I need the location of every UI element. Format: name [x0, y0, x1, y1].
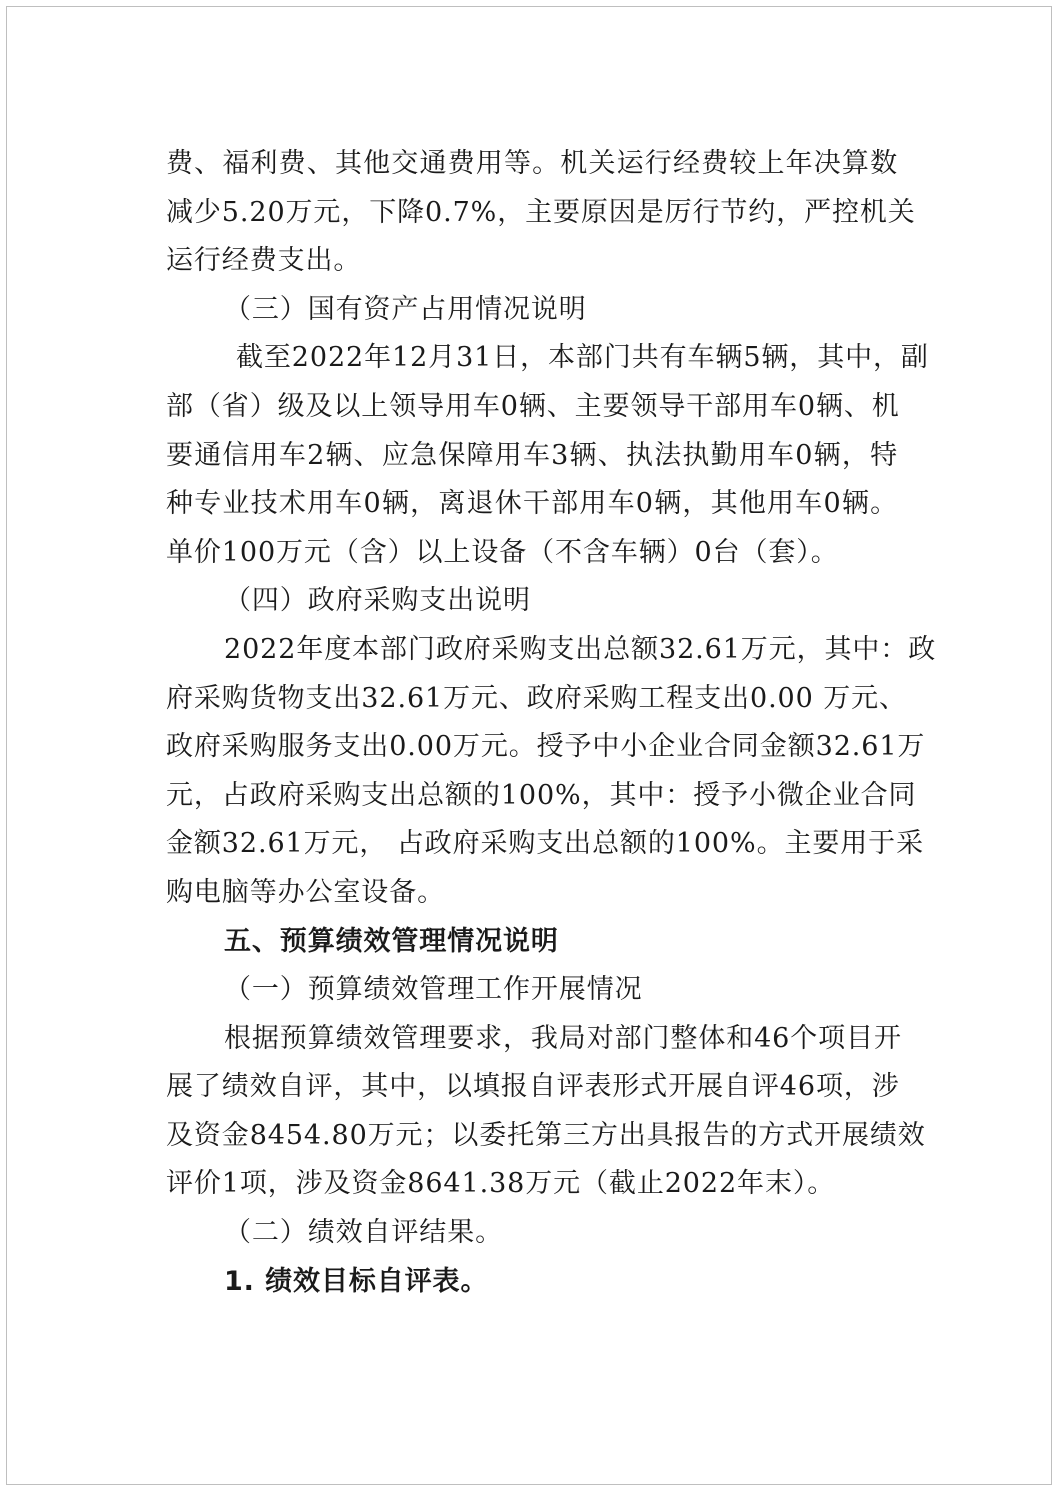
text-line: 运行经费支出。 — [166, 245, 362, 277]
section-heading: （二）绩效自评结果。 — [224, 1217, 503, 1249]
text-line: 政府采购服务支出0.00万元。授予中小企业合同金额32.61万 — [166, 731, 926, 763]
text-line: 元，占政府采购支出总额的100%，其中：授予小微企业合同 — [166, 779, 917, 811]
chapter-heading: 五、预算绩效管理情况说明 — [224, 925, 559, 957]
section-heading: （四）政府采购支出说明 — [224, 585, 531, 617]
text-line: 2022年度本部门政府采购支出总额32.61万元，其中：政 — [224, 633, 937, 665]
text-line: 及资金8454.80万元；以委托第三方出具报告的方式开展绩效 — [166, 1119, 926, 1151]
text-line: 要通信用车2辆、应急保障用车3辆、执法执勤用车0辆，特 — [166, 439, 898, 471]
text-line: 种专业技术用车0辆，离退休干部用车0辆，其他用车0辆。 — [166, 488, 898, 520]
text-line: 金额32.61万元， 占政府采购支出总额的100%。主要用于采 — [166, 828, 924, 860]
text-line: 展了绩效自评，其中，以填报自评表形式开展自评46项，涉 — [166, 1071, 900, 1103]
text-line: 根据预算绩效管理要求，我局对部门整体和46个项目开 — [224, 1022, 902, 1054]
text-line: 费、福利费、其他交通费用等。机关运行经费较上年决算数 — [166, 148, 898, 179]
text-line: 评价1项，涉及资金8641.38万元（截止2022年末）。 — [166, 1168, 836, 1200]
text-line: 府采购货物支出32.61万元、政府采购工程支出0.00 万元、 — [166, 682, 907, 714]
section-heading: （一）预算绩效管理工作开展情况 — [224, 974, 643, 1006]
section-heading: （三）国有资产占用情况说明 — [224, 293, 587, 325]
text-line: 购电脑等办公室设备。 — [166, 876, 445, 908]
document-body — [166, 140, 937, 1306]
text-line: 截至2022年12月31日，本部门共有车辆5辆，其中，副 — [236, 342, 929, 374]
text-line: 部（省）级及以上领导用车0辆、主要领导干部用车0辆、机 — [166, 390, 900, 422]
text-line: 减少5.20万元，下降0.7%，主要原因是厉行节约，严控机关 — [166, 196, 916, 228]
subsection-heading: 1. 绩效目标自评表。 — [224, 1265, 489, 1297]
text-line: 单价100万元（含）以上设备（不含车辆）0台（套）。 — [166, 536, 839, 568]
